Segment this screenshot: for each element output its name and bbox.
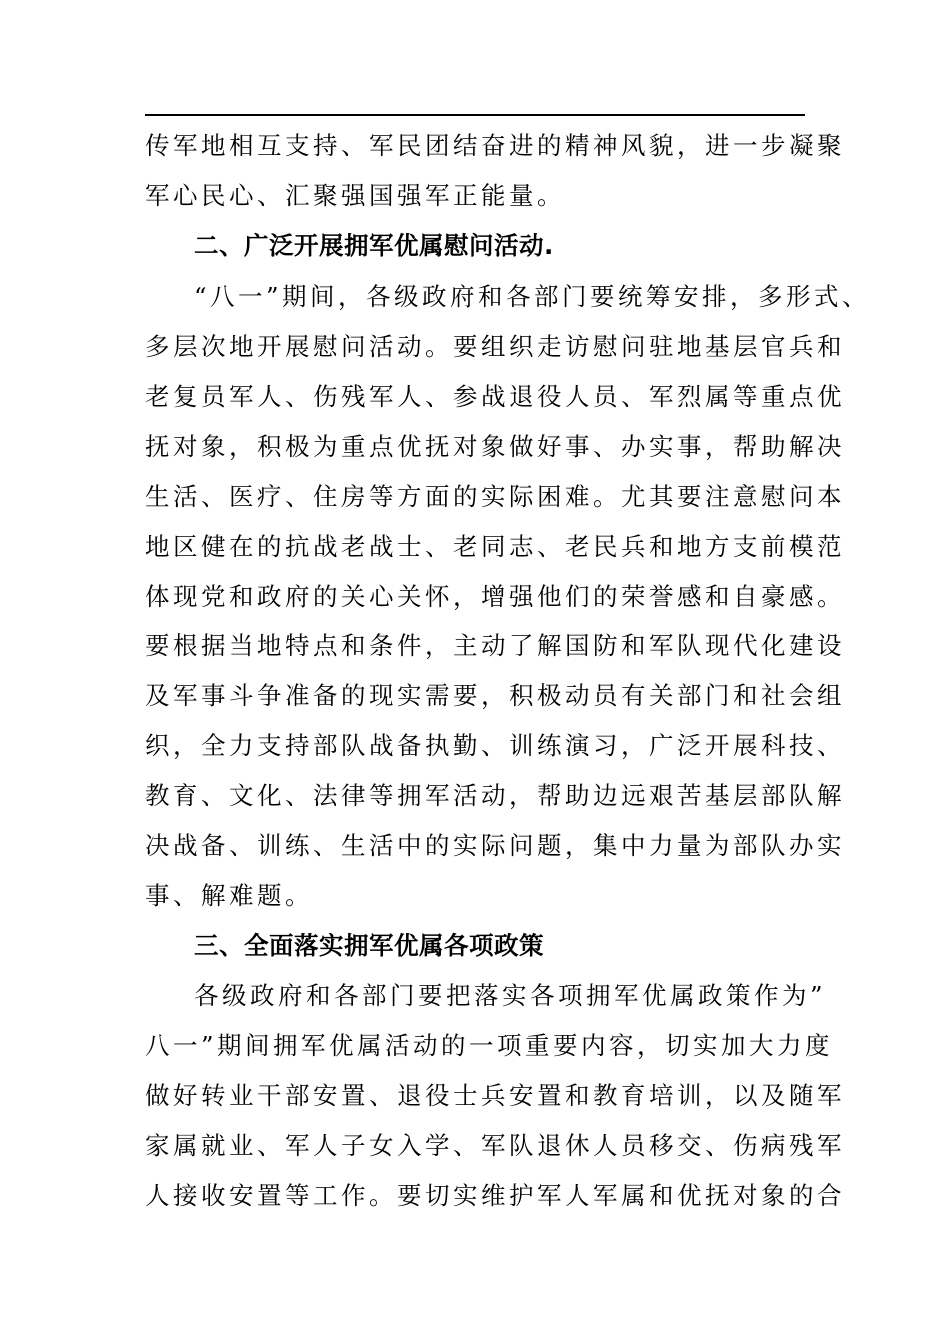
body-text-line: 及军事斗争准备的现实需要，积极动员有关部门和社会组 bbox=[145, 681, 845, 710]
body-text-line: 事、解难题。 bbox=[145, 881, 313, 910]
section-heading-3: 三、全面落实拥军优属各项政策 bbox=[194, 931, 544, 960]
header-rule bbox=[145, 114, 805, 116]
body-text-line: 做好转业干部安置、退役士兵安置和教育培训，以及随军 bbox=[145, 1081, 845, 1110]
body-text-line: 传军地相互支持、军民团结奋进的精神风貌，进一步凝聚 bbox=[145, 131, 845, 160]
body-text-line: 织，全力支持部队战备执勤、训练演习，广泛开展科技、 bbox=[145, 731, 845, 760]
body-text-line: 军心民心、汇聚强国强军正能量。 bbox=[145, 181, 565, 210]
section-heading-2: 二、广泛开展拥军优属慰问活动. bbox=[194, 231, 554, 260]
body-text-line: 八一”期间拥军优属活动的一项重要内容，切实加大力度 bbox=[145, 1031, 834, 1060]
body-text-line: 决战备、训练、生活中的实际问题，集中力量为部队办实 bbox=[145, 831, 845, 860]
body-text-line: 老复员军人、伤残军人、参战退役人员、军烈属等重点优 bbox=[145, 382, 845, 411]
body-text-line: 教育、文化、法律等拥军活动，帮助边远艰苦基层部队解 bbox=[145, 781, 845, 810]
body-text-line: 体现党和政府的关心关怀，增强他们的荣誉感和自豪感。 bbox=[145, 582, 845, 611]
body-text-line: “八一”期间，各级政府和各部门要统筹安排，多形式、 bbox=[194, 282, 871, 311]
body-text-line: 人接收安置等工作。要切实维护军人军属和优抚对象的合 bbox=[145, 1181, 845, 1210]
body-text-line: 抚对象，积极为重点优抚对象做好事、办实事，帮助解决 bbox=[145, 432, 845, 461]
body-text-line: 地区健在的抗战老战士、老同志、老民兵和地方支前模范 bbox=[145, 532, 845, 561]
body-text-line: 各级政府和各部门要把落实各项拥军优属政策作为” bbox=[194, 981, 827, 1010]
body-text-line: 多层次地开展慰问活动。要组织走访慰问驻地基层官兵和 bbox=[145, 332, 845, 361]
body-text-line: 生活、医疗、住房等方面的实际困难。尤其要注意慰问本 bbox=[145, 482, 845, 511]
body-text-line: 要根据当地特点和条件，主动了解国防和军队现代化建设 bbox=[145, 631, 845, 660]
body-text-line: 家属就业、军人子女入学、军队退休人员移交、伤病残军 bbox=[145, 1131, 845, 1160]
